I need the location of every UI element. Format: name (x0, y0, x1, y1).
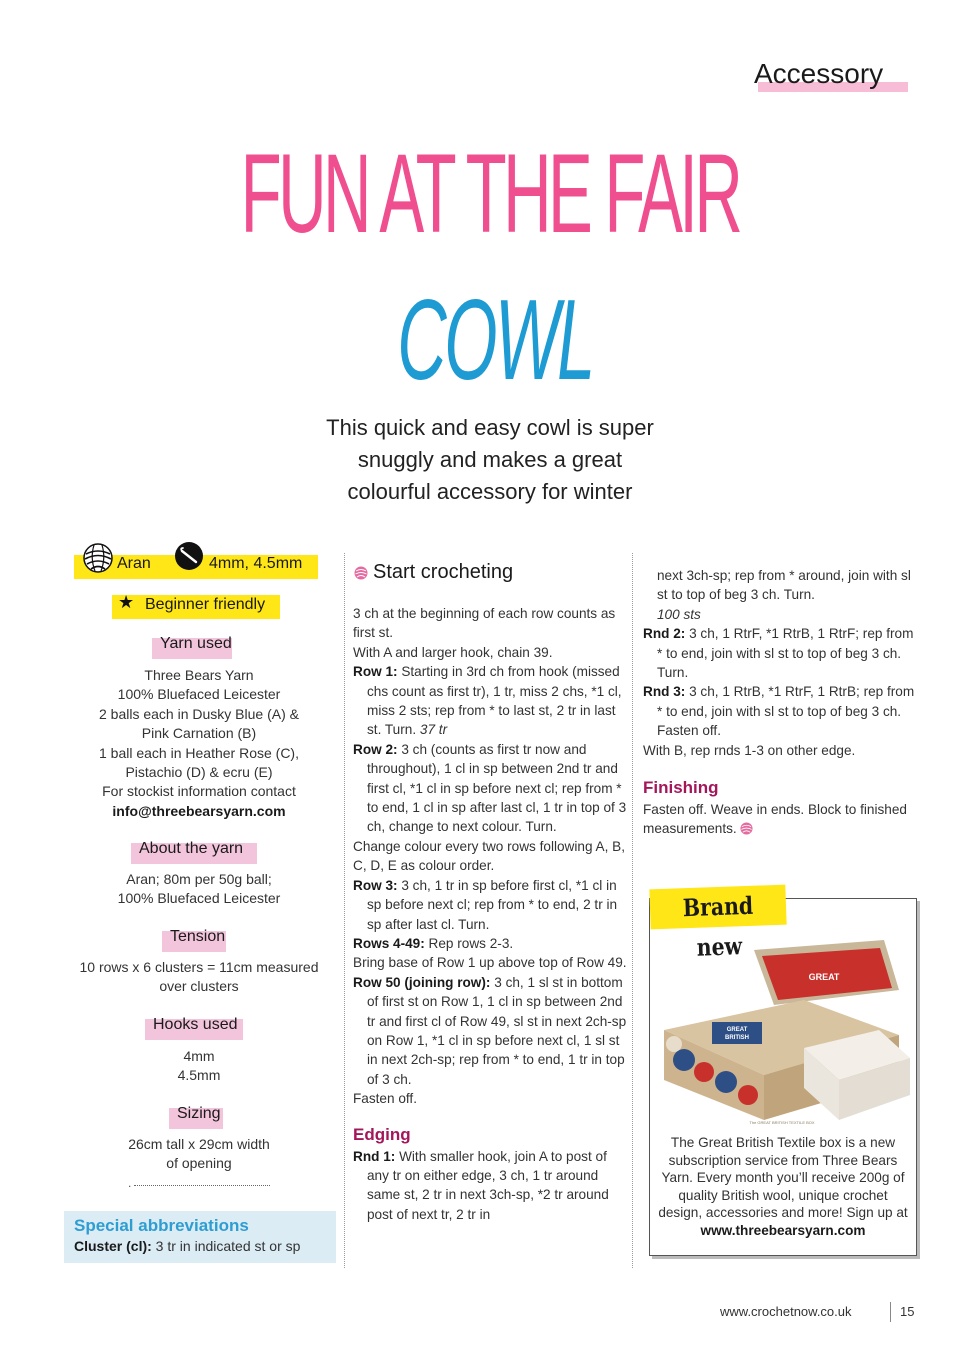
footer-url[interactable]: www.crochetnow.co.uk (720, 1304, 852, 1319)
page-title: FUN AT THE FAIR (240, 131, 740, 256)
tension-details: 10 rows x 6 clusters = 11cm measured over clusters (79, 959, 319, 995)
svg-text:GREAT: GREAT (808, 972, 840, 982)
pattern-row: Row 50 (joining row): 3 ch, 1 sl st in bottom of first st on Row 1, 1 cl in sp between 2nd tr and first cl of Row 49, sl st in next 2ch-sp on Row 1, *1 cl in sp before next cl, 1 sl st in next 2ch-sp; rep from * to end, 1 tr in top of 3 ch. (353, 974, 627, 1087)
dot-marker: . (128, 1176, 132, 1190)
star-icon: ★ (118, 592, 135, 612)
stockist-email[interactable]: info@threebearsyarn.com (112, 802, 286, 819)
skill-level: Beginner friendly (145, 596, 266, 613)
sizing-details: 26cm tall x 29cm width of opening (128, 1136, 270, 1172)
yarn-ball-bullet-icon (354, 566, 368, 580)
standfirst-line: colourful accessory for winter (347, 479, 633, 504)
pattern-row: Rnd 3: 3 ch, 1 RtrB, *1 RtrF, 1 RtrB; rep from * to end, join with sl st to top of beg 3 ch. Fasten off. (643, 684, 915, 739)
section-heading-start: Start crocheting (373, 561, 514, 583)
hooks-used-label: Hooks used (145, 1016, 238, 1040)
yarn-used-label: Yarn used (152, 635, 232, 659)
pattern-row: Row 2: 3 ch (counts as first tr now and throughout), 1 cl in sp between 2nd tr and first cl, *1 cl in sp before next cl; rep from * to end, 1 cl in sp after last cl, 1 tr in top of 3 ch, change to next colour. Turn. (353, 741, 627, 835)
yarn-weight: Aran (117, 555, 151, 572)
pattern-row: Row 1: Starting in 3rd ch from hook (missed chs count as first tr), 1 tr, miss 2 chs, *1 cl, miss 2 sts; rep from * to last st, 2 tr in last st. Turn. 37 tr (353, 664, 622, 738)
standfirst-line: This quick and easy cowl is super (326, 415, 654, 440)
crochet-hook-icon (174, 541, 204, 571)
pattern-row: Rnd 1: With smaller hook, join A to post of any tr on either edge, 3 ch, 1 tr around same st, 2 tr in next 3ch-sp, *2 tr around post of next tr, 2 tr in (353, 1148, 609, 1222)
column-divider (344, 553, 345, 1268)
yarn-used-details: Three Bears Yarn 100% Bluefaced Leicester 2 balls each in Dusky Blue (A) & Pink Carnation (B) 1 ball each in Heather Rose (C), Pistachio (D) & ecru (E) For stockist information contact info@threebearsyarn.com (64, 666, 334, 821)
pattern-instructions-cont: next 3ch-sp; rep from * around, join with sl st to top of beg 3 ch. Turn. 100 sts Rnd 2: 3 ch, 1 RtrF, *1 RtrB, 1 RtrF; rep from * to end, join with sl st to top of beg 3 ch. Turn. Rnd 3: 3 ch, 1 RtrB, *1 RtrF, 1 RtrB; rep from * to end, join with sl st to top of beg 3 ch. Fasten off. With B, rep rnds 1-3 on other edge. Finishing Fasten off. Weave in ends. Block to finished measurements. (643, 566, 915, 839)
brand-new-tag: Brand new (649, 885, 786, 930)
standfirst-line: snuggly and makes a great (357, 447, 623, 472)
sizing-label: Sizing (169, 1105, 221, 1129)
column-divider (632, 553, 633, 1268)
page-title-line2: COWL (397, 277, 593, 404)
divider (134, 1185, 270, 1186)
brand-url-link[interactable]: www.threebearsyarn.com (700, 1222, 866, 1238)
tension-label: Tension (162, 928, 225, 952)
about-yarn-label: About the yarn (131, 840, 243, 864)
yarn-ball-icon (82, 542, 114, 574)
brand-new-text: The Great British Textile box is a new subscription service from Three Bears Yarn. Every month you’ll receive 200g of quality British wool, unique crochet design, accessories and more! Sign up at www.threebearsyarn.com (658, 1135, 908, 1238)
section-heading-finishing: Finishing (643, 778, 719, 798)
footer-divider (890, 1302, 891, 1322)
hook-size: 4mm, 4.5mm (209, 555, 303, 572)
svg-text:BRITISH: BRITISH (725, 1035, 749, 1041)
pattern-row: Rnd 2: 3 ch, 1 RtrF, *1 RtrB, 1 RtrF; rep from * to end, join with sl st to top of beg 3 ch. Turn. (643, 626, 914, 681)
yarn-ball-end-icon (740, 822, 753, 835)
standfirst (260, 412, 720, 508)
about-yarn-details: Aran; 80m per 50g ball; 100% Bluefaced Leicester (117, 871, 281, 907)
abbreviations-title: Special abbreviations (74, 1216, 249, 1235)
section-heading-edging: Edging (353, 1124, 411, 1144)
pattern-instructions: 3 ch at the beginning of each row counts as first st. With A and larger hook, chain 39. Row 1: Starting in 3rd ch from hook (missed chs count as first tr), 1 tr, miss 2 chs, *1 cl, miss 2 sts; rep from * to last st, 2 tr in last st. Turn. 37 tr Row 2: 3 ch (counts as first tr now and throughout), 1 cl in sp between 2nd tr and first cl, *1 cl in sp before next cl; rep from * to end, 1 cl in sp after last cl, 1 tr in top of 3 ch, change to next colour. Turn. Change colour every two rows following A, B, C, D, E as colour order. Row 3: 3 ch, 1 tr in sp before first cl, *1 cl in sp before next cl; rep from * to end, 2 tr in sp after last cl. Turn. Rows 4-49: Rep rows 2-3. Bring base of Row 1 up above top of Row 49. Row 50 (joining row): 3 ch, 1 sl st in bottom of first st on Row 1, 1 cl in sp between 2nd tr and first cl of Row 49, sl st in next 2ch-sp on Row 1, *1 cl in sp before next cl, 1 sl st in next 2ch-sp; rep from * to end, 1 tr in top of 3 ch. Fasten off. Edging Rnd 1: With smaller hook, join A to post of any tr on either edge, 3 ch, 1 tr around same st, 2 tr in next 3ch-sp, *2 tr around post of next tr, 2 tr in (353, 604, 628, 1224)
section-tag-label: Accessory (754, 58, 884, 89)
box-label: The GREAT BRITISH TEXTILE BOX (749, 1120, 815, 1125)
page-number: 15 (900, 1304, 915, 1319)
svg-text:GREAT: GREAT (726, 1027, 748, 1033)
section-tag (754, 58, 914, 92)
abbreviation-entry: Cluster (cl): 3 tr in indicated st or sp (74, 1238, 301, 1254)
pattern-row: Row 3: 3 ch, 1 tr in sp before first cl, *1 cl in sp before next cl; rep from * to end, 2 tr in sp after last cl. Turn. (353, 877, 618, 932)
pattern-row: Rows 4-49: Rep rows 2-3. (353, 935, 514, 951)
finishing-text: Fasten off. Weave in ends. Block to finished measurements. (643, 802, 907, 837)
hooks-used-details: 4mm 4.5mm (177, 1048, 221, 1084)
